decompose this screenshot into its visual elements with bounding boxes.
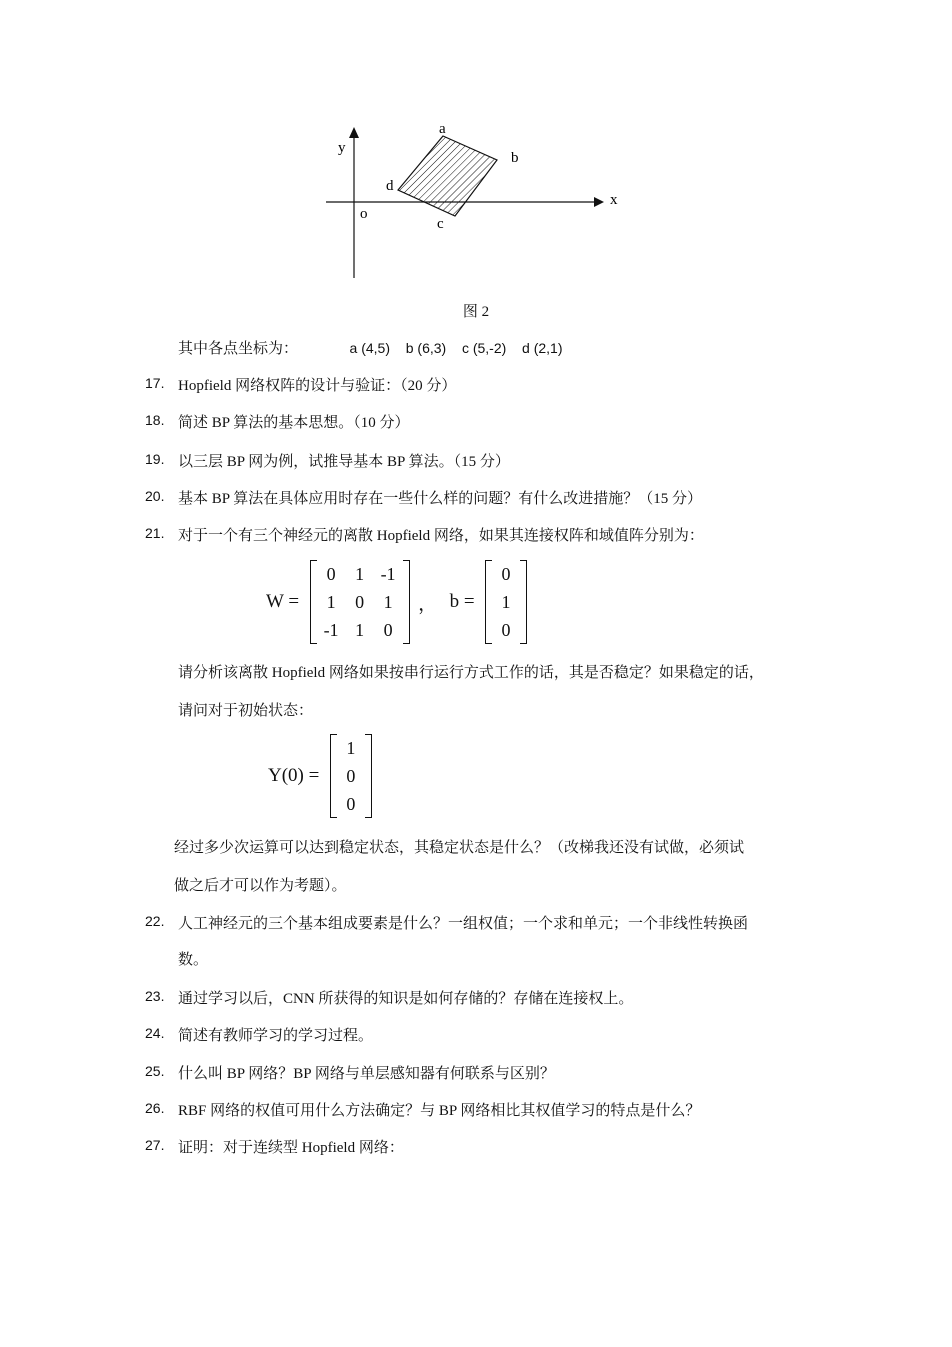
- q24-number: 24.: [145, 1025, 165, 1041]
- matrix-y-equation: [262, 734, 372, 818]
- q22-text: 人工神经元的三个基本组成要素是什么？一组权值；一个求和单元；一个非线性转换函: [178, 916, 749, 932]
- matrix-w-b-equation: [260, 560, 527, 644]
- coord-d: d (2,1): [522, 340, 563, 356]
- matrix-y-label: Y(0) =: [268, 765, 320, 786]
- q26-text: RBF 网络的权值可用什么方法确定？与 BP 网络相比其权值学习的特点是什么？: [178, 1103, 701, 1119]
- matrix-b: 0 1 0: [485, 560, 527, 644]
- label-o: o: [360, 206, 368, 222]
- coords-line: [178, 338, 575, 359]
- q17-number: 17.: [145, 375, 165, 391]
- q19-text: 以三层 BP 网为例，试推导基本 BP 算法。（15 分）: [178, 454, 510, 470]
- coords-intro: 其中各点坐标为：: [178, 341, 299, 357]
- matrix-y: 1 0 0: [330, 734, 372, 818]
- figure-2-diagram: [316, 118, 646, 288]
- q27-number: 27.: [145, 1137, 165, 1153]
- matrix-w-label: W =: [266, 591, 300, 612]
- q21-paragraph-3: 经过多少次运算可以达到稳定状态，其稳定状态是什么？（改梯我还没有试做，必须试: [174, 840, 745, 856]
- q20-number: 20.: [145, 488, 165, 504]
- q22-continuation: 数。: [178, 952, 209, 968]
- q26-number: 26.: [145, 1100, 165, 1116]
- shaded-parallelogram: [398, 136, 497, 216]
- label-y: y: [338, 140, 346, 156]
- q20-text: 基本 BP 算法在具体应用时存在一些什么样的问题？有什么改进措施？（15 分）: [178, 491, 703, 507]
- coord-b: b (6,3): [405, 340, 447, 356]
- figure-caption: 图 2: [462, 304, 490, 320]
- q22-number: 22.: [145, 913, 165, 929]
- matrix-separator: ，: [418, 593, 438, 615]
- y-axis-arrow: [349, 127, 359, 138]
- q21-text: 对于一个有三个神经元的离散 Hopfield 网络，如果其连接权阵和域值阵分别为：: [178, 528, 704, 544]
- q24-text: 简述有教师学习的学习过程。: [178, 1028, 374, 1044]
- label-b: b: [511, 150, 519, 166]
- q21-paragraph-4: 做之后才可以作为考题）。: [174, 878, 347, 894]
- q21-paragraph-2: 请问对于初始状态：: [178, 703, 314, 719]
- q18-number: 18.: [145, 412, 165, 428]
- q19-number: 19.: [145, 451, 165, 467]
- coord-a: a (4,5): [349, 340, 390, 356]
- q27-text: 证明：对于连续型 Hopfield 网络：: [178, 1140, 404, 1156]
- label-c: c: [437, 216, 444, 232]
- label-d: d: [386, 178, 394, 194]
- matrix-w: 0 1 -1 1 0 1 -1 1 0: [310, 560, 410, 644]
- q18-text: 简述 BP 算法的基本思想。（10 分）: [178, 415, 410, 431]
- q17-text: Hopfield 网络权阵的设计与验证：（20 分）: [178, 378, 457, 394]
- q21-paragraph-1: 请分析该离散 Hopfield 网络如果按串行运行方式工作的话，其是否稳定？如果稳定的话，: [178, 665, 764, 681]
- label-x: x: [610, 192, 618, 208]
- label-a: a: [439, 121, 446, 137]
- q25-text: 什么叫 BP 网络？BP 网络与单层感知器有何联系与区别？: [178, 1066, 555, 1082]
- q23-text: 通过学习以后，CNN 所获得的知识是如何存储的？存储在连接权上。: [178, 991, 634, 1007]
- q23-number: 23.: [145, 988, 165, 1004]
- q25-number: 25.: [145, 1063, 165, 1079]
- q21-number: 21.: [145, 525, 165, 541]
- coord-c: c (5,-2): [461, 340, 507, 356]
- matrix-b-label: b =: [449, 591, 475, 612]
- x-axis-arrow: [594, 197, 604, 207]
